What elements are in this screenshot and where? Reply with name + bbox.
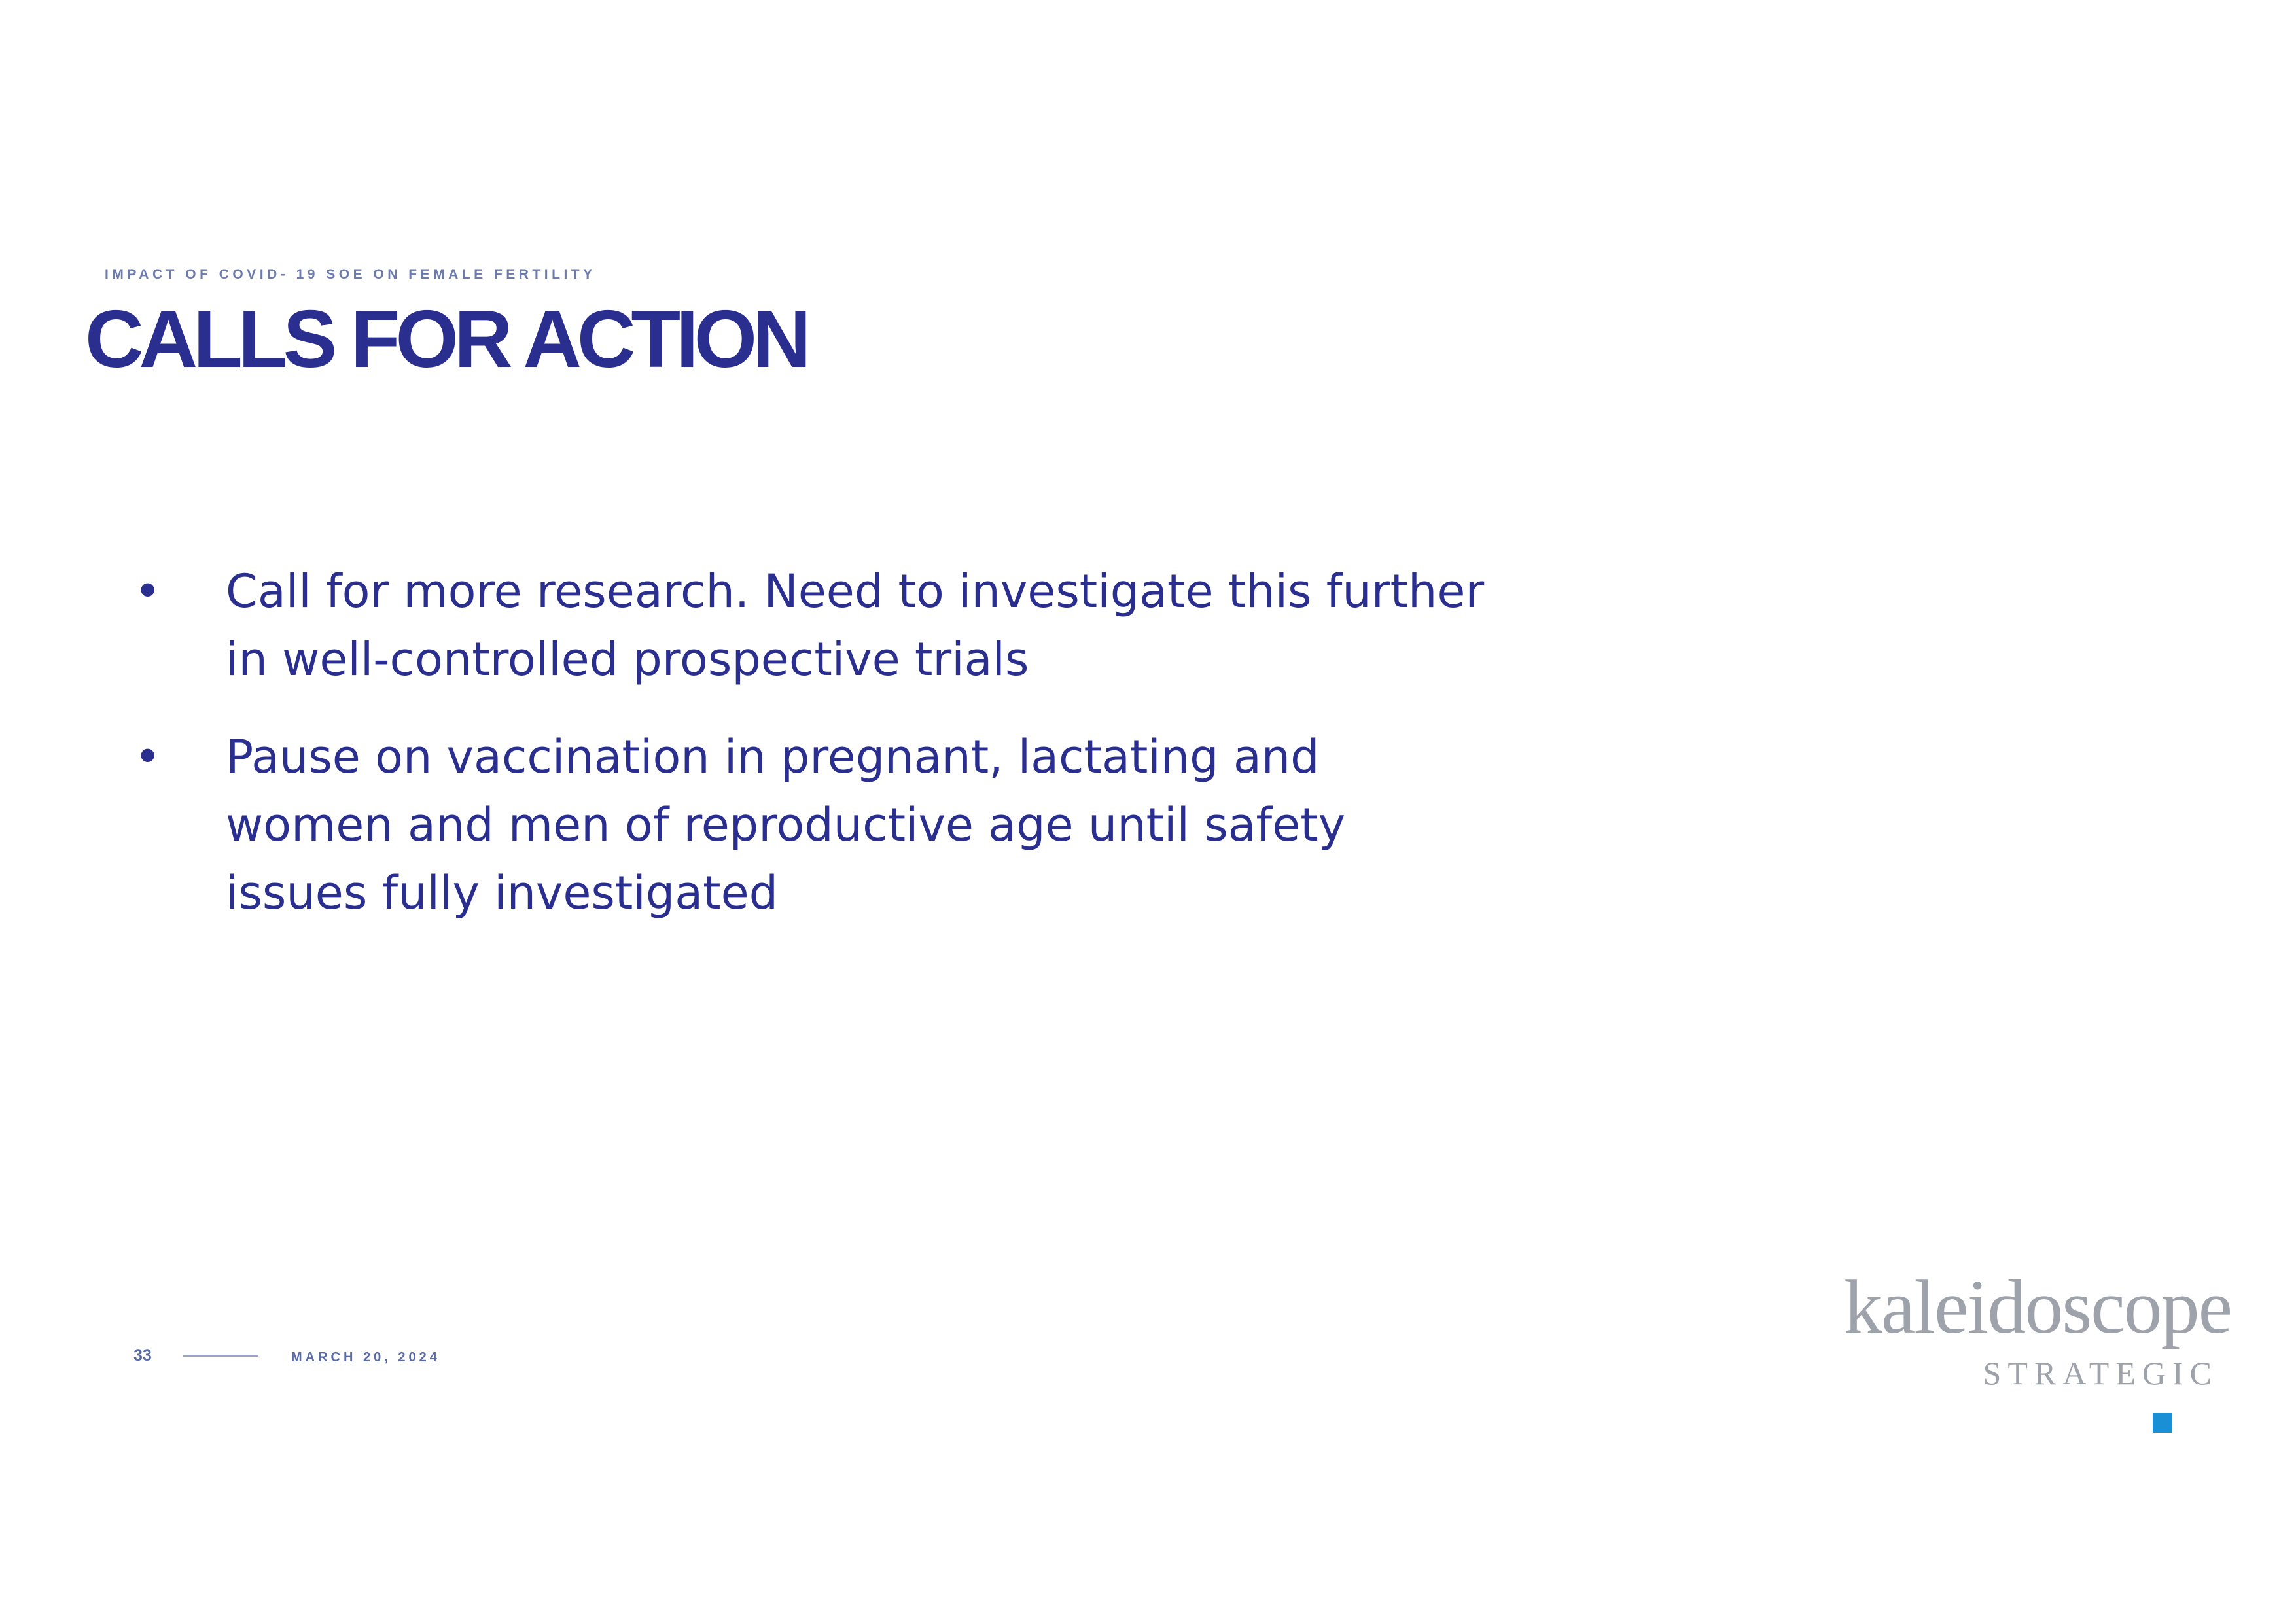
bullet-list bbox=[134, 557, 1574, 956]
company-logo bbox=[1826, 1263, 2244, 1439]
bullet-marker: • bbox=[134, 565, 162, 618]
footer-divider bbox=[183, 1355, 258, 1357]
bullet-marker: • bbox=[134, 730, 162, 784]
page-number: 33 bbox=[133, 1346, 152, 1365]
bullet-text: Pause on vaccination in pregnant, lactating and women and men of reproductive age until safety issues fully investigated bbox=[226, 730, 1346, 920]
slide-title: CALLS FOR ACTION bbox=[85, 294, 807, 385]
bullet-item bbox=[134, 557, 1574, 693]
logo-subtitle: STRATEGIC bbox=[1983, 1355, 2218, 1391]
bullet-text: Call for more research. Need to investigate this further in well-controlled prospective trials bbox=[226, 565, 1485, 686]
slide-eyebrow: IMPACT OF COVID- 19 SOE ON FEMALE FERTILITY bbox=[105, 267, 596, 282]
logo-wordmark: kaleidoscope bbox=[1844, 1264, 2231, 1350]
footer-date: MARCH 20, 2024 bbox=[291, 1350, 440, 1365]
bullet-item bbox=[134, 723, 1574, 927]
logo-square-icon bbox=[2153, 1413, 2172, 1433]
